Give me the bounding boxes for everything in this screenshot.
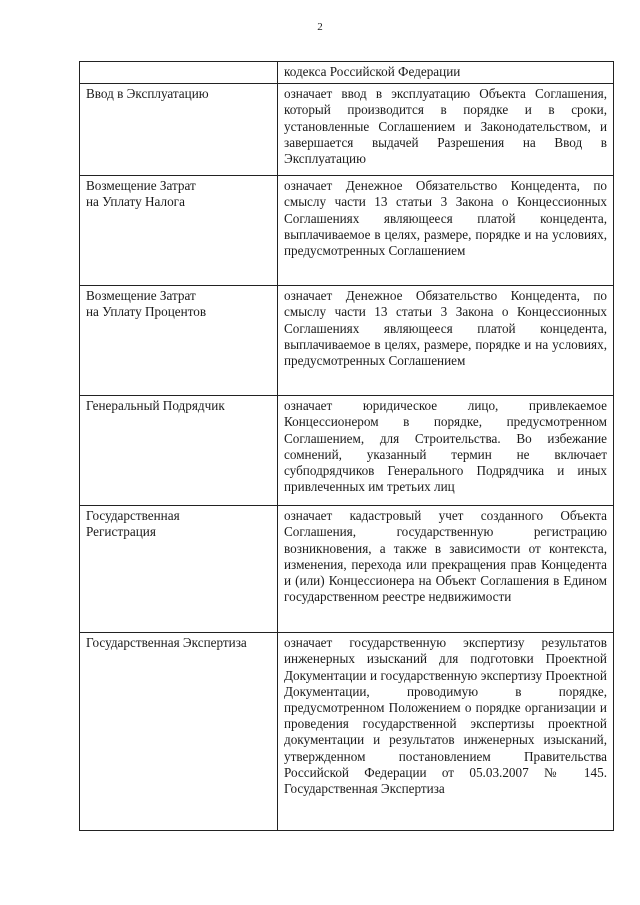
term-cell [80, 62, 278, 84]
page-number: 2 [317, 21, 323, 33]
term-cell: Генеральный Подрядчик [80, 396, 278, 506]
table-row [80, 506, 614, 633]
term-cell: Возмещение Затрат на Уплату Процентов [80, 286, 278, 396]
definition-cell: означает Денежное Обязательство Концедента, по смыслу части 13 статьи 3 Закона о Концессионных Соглашениях являющееся платой концедента, выплачиваемое в целях, размере, порядке и на условиях, предусмотренных Соглашением [278, 176, 614, 286]
table-row [80, 84, 614, 176]
table-row [80, 176, 614, 286]
definition-cell: означает Денежное Обязательство Концедента, по смыслу части 13 статьи 3 Закона о Концессионных Соглашениях являющееся платой концедента, выплачиваемое в целях, размере, порядке и на условиях, предусмотренных Соглашением [278, 286, 614, 396]
definition-cell: означает кадастровый учет созданного Объекта Соглашения, государственную регистрацию возникновения, а также в зависимости от контекста, изменения, перехода или прекращения прав Концедента и (или) Концессионера на Объект Соглашения в Едином государственном реестре недвижимости [278, 506, 614, 633]
definition-cell: означает государственную экспертизу результатов инженерных изысканий для подготовки Проектной Документации и государственную экспертизу Проектной Документации, проводимую в порядке, предусмотренном Положением о порядке организации и проведения государственной экспертизы проектной документации и результатов инженерных изысканий, утвержденном постановлением Правительства Российской Федерации от 05.03.2007 № 145. Государственная Экспертиза [278, 633, 614, 831]
definitions-table [79, 61, 614, 831]
term-cell: Государственная Регистрация [80, 506, 278, 633]
definition-cell: означает ввод в эксплуатацию Объекта Соглашения, который производится в порядке и в сроки, установленные Соглашением и Законодательством, и завершается выдачей Разрешения на Ввод в Эксплуатацию [278, 84, 614, 176]
table-row [80, 62, 614, 84]
table-row [80, 633, 614, 831]
definition-cell: означает юридическое лицо, привлекаемое Концессионером в порядке, предусмотренном Соглашением, для Строительства. Во избежание сомнений, указанный термин не включает субподрядчиков Генерального Подрядчика и иных привлеченных им третьих лиц [278, 396, 614, 506]
term-cell: Ввод в Эксплуатацию [80, 84, 278, 176]
term-cell: Возмещение Затрат на Уплату Налога [80, 176, 278, 286]
table-row [80, 396, 614, 506]
term-cell: Государственная Экспертиза [80, 633, 278, 831]
definition-cell: кодекса Российской Федерации [278, 62, 614, 84]
table-row [80, 286, 614, 396]
